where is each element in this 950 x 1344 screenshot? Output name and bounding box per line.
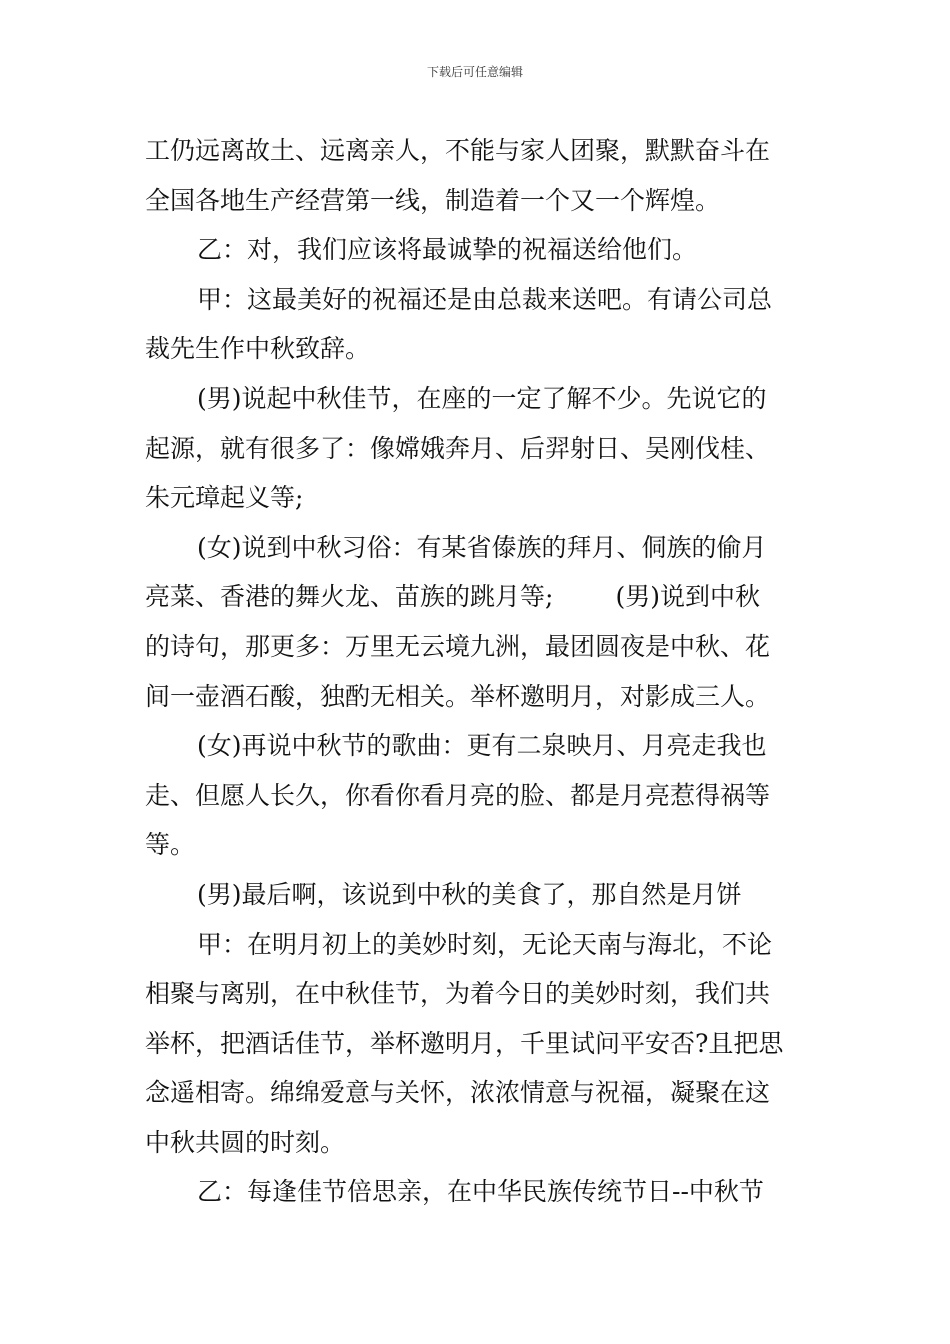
text-line: (女)再说中秋节的歌曲：更有二泉映月、月亮走我也 (197, 731, 767, 761)
text-line: 的诗句，那更多：万里无云境九洲，最团圆夜是中秋、花 (145, 631, 771, 661)
text-line: 裁先生作中秋致辞。 (145, 334, 371, 364)
text-line: 起源，就有很多了：像嫦娥奔月、后羿射日、吴刚伐桂、 (145, 433, 771, 463)
text-line: 间一壶酒石酸，独酌无相关。举杯邀明月，对影成三人。 (145, 681, 771, 711)
text-line: 等。 (145, 830, 196, 860)
text-line: 走、但愿人长久，你看你看月亮的脸、都是月亮惹得祸等 (145, 780, 771, 810)
text-line: 举杯，把酒话佳节，举杯邀明月，千里试问平安否?且把思 (145, 1028, 784, 1058)
text-line: 甲：这最美好的祝福还是由总裁来送吧。有请公司总 (197, 284, 773, 314)
text-line: 朱元璋起义等; (145, 483, 304, 513)
text-line: 乙：对，我们应该将最诚挚的祝福送给他们。 (197, 235, 698, 265)
page-header-note: 下载后可任意编辑 (426, 65, 523, 79)
text-line: (女)说到中秋习俗：有某省傣族的拜月、侗族的偷月 (197, 532, 767, 562)
text-line: 乙：每逢佳节倍思亲，在中华民族传统节日--中秋节 (197, 1177, 764, 1207)
text-segment: (男)说到中秋 (615, 582, 760, 612)
text-line: 工仍远离故土、远离亲人，不能与家人团聚，默默奋斗在 (145, 136, 771, 165)
text-line: 念遥相寄。绵绵爱意与关怀，浓浓情意与祝福，凝聚在这 (145, 1078, 771, 1108)
text-line: (男)说起中秋佳节，在座的一定了解不少。先说它的 (197, 383, 767, 413)
document-body (145, 126, 807, 1217)
text-line: 全国各地生产经营第一线，制造着一个又一个辉煌。 (145, 185, 721, 215)
text-line: 甲：在明月初上的美妙时刻，无论天南与海北，不论 (197, 929, 773, 959)
text-line (145, 572, 807, 622)
text-line: (男)最后啊，该说到中秋的美食了，那自然是月饼 (197, 879, 742, 909)
text-segment: 亮菜、香港的舞火龙、苗族的跳月等; (145, 582, 554, 612)
text-line: 相聚与离别，在中秋佳节，为着今日的美妙时刻，我们共 (145, 979, 771, 1009)
text-line: 中秋共圆的时刻。 (145, 1127, 346, 1157)
